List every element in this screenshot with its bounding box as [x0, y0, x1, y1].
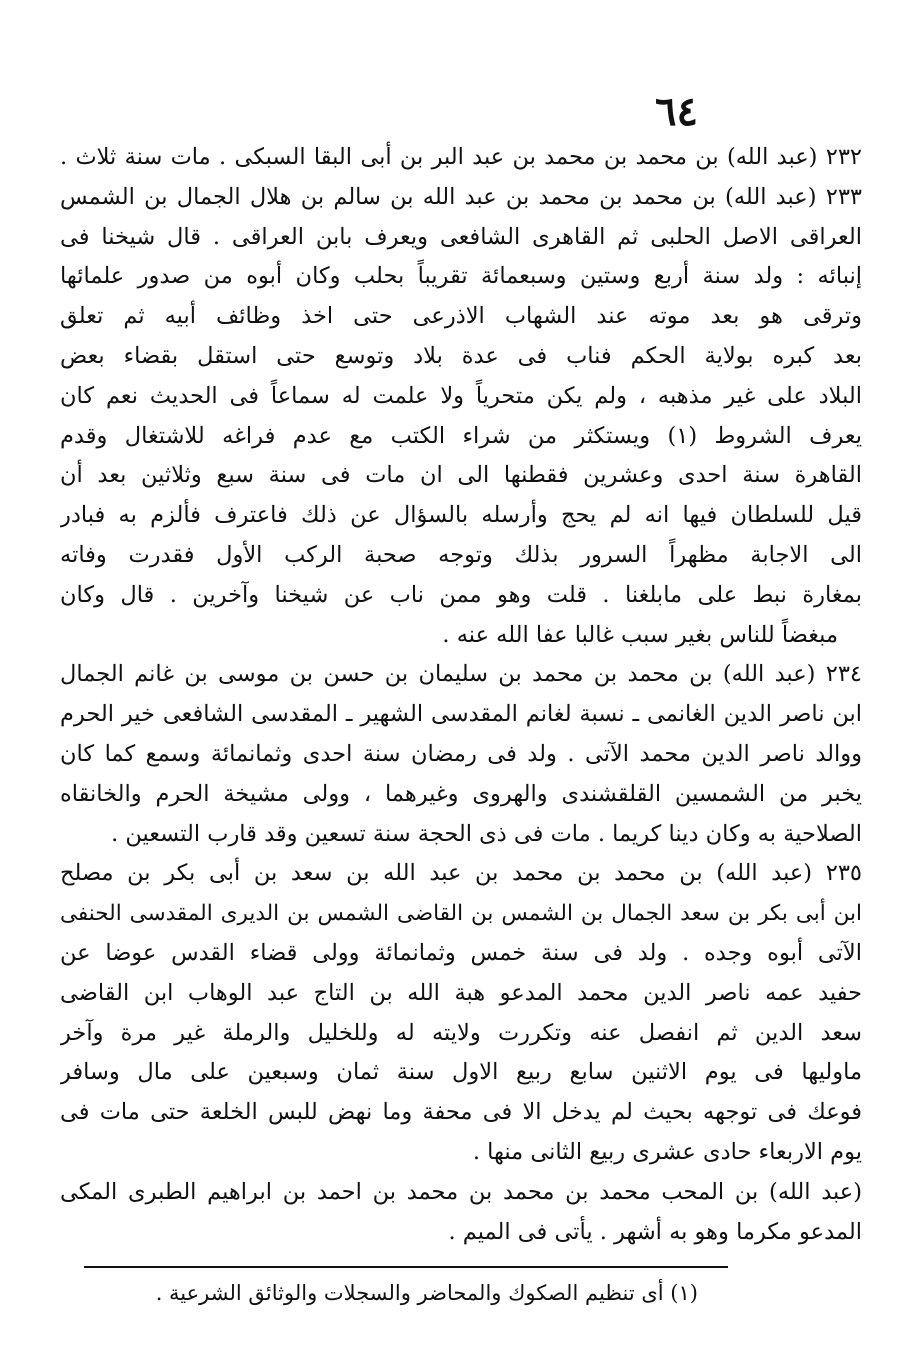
- main-text: [60, 138, 862, 1252]
- text-line: ووالد ناصر الدين محمد الآتى . ولد فى رمضان سنة احدى وثمانمائة وسمع كما كان: [60, 740, 862, 767]
- text-line: إنبائه : ولد سنة أربع وستين وسبعمائة تقريباً بحلب وكان أبوه من صدور علمائها: [60, 263, 862, 290]
- text-line: الصلاحية به وكان دينا كريما . مات فى ذى الحجة سنة تسعين وقد قارب التسعين .: [111, 820, 862, 847]
- text-line: بعد كبره بولاية الحكم فناب فى عدة بلاد وتوسع حتى استقل بقضاء بعض: [60, 342, 862, 369]
- text-line: ٢٣٣ (عبد الله) بن محمد بن محمد بن عبد الله بن سالم بن هلال الجمال بن الشمس: [60, 183, 862, 210]
- page-number: ٦٤: [655, 88, 698, 135]
- text-line: الى الاجابة مظهراً السرور بذلك وتوجه صحبة الركب الأول فقدرت وفاته: [60, 541, 862, 568]
- text-line: سعد الدين ثم انفصل عنه وتكررت ولايته له وللخليل والرملة غير مرة وآخر: [60, 1019, 862, 1046]
- text-line: بمغارة نبط على مابلغنا . قلت وهو ممن ناب عن شيخنا وآخرين . قال وكان: [60, 581, 862, 608]
- text-line: المدعو مكرما وهو به أشهر . يأتى فى الميم .: [448, 1218, 862, 1245]
- text-line: القاهرة سنة احدى وعشرين فقطنها الى ان مات فى سنة سبع وثلاثين بعد أن: [60, 462, 862, 489]
- text-line: ٢٣٢ (عبد الله) بن محمد بن محمد بن عبد البر بن أبى البقا السبكى . مات سنة ثلاث .: [60, 144, 862, 170]
- text-line: ابن ناصر الدين الغانمى ـ نسبة لغانم المقدسى الشهير ـ المقدسى الشافعى خير الحرم: [60, 701, 862, 728]
- text-line: ٢٣٤ (عبد الله) بن محمد بن محمد بن سليمان بن حسن بن موسى بن غانم الجمال: [60, 661, 862, 688]
- text-line: فوعك فى توجهه بحيث لم يدخل الا فى محفة وما نهض للبس الخلعة حتى مات فى: [60, 1099, 862, 1126]
- text-line: ٢٣٥ (عبد الله) بن محمد بن محمد بن عبد الله بن سعد بن أبى بكر بن مصلح: [60, 860, 862, 887]
- footnote-separator: [84, 1266, 728, 1268]
- text-line: حفيد عمه ناصر الدين محمد المدعو هبة الله بن التاج عبد الوهاب ابن القاضى: [60, 979, 862, 1006]
- text-line: (عبد الله) بن المحب محمد بن محمد بن محمد بن احمد بن ابراهيم الطبرى المكى: [60, 1178, 862, 1205]
- text-line: الآتى أبوه وجده . ولد فى سنة خمس وثمانمائة وولى قضاء القدس عوضا عن: [60, 939, 862, 966]
- text-line: ابن أبى بكر بن سعد الجمال بن الشمس بن القاضى الشمس بن الديرى المقدسى الحنفى: [60, 901, 862, 927]
- text-line: يخبر من الشمسين القلقشندى والهروى وغيرهما ، وولى مشيخة الحرم والخانقاه: [60, 780, 862, 807]
- text-line: العراقى الاصل الحلبى ثم القاهرى الشافعى ويعرف بابن العراقى . قال شيخنا فى: [60, 223, 862, 250]
- text-line: وترقى هو بعد موته عند الشهاب الاذرعى حتى اخذ وظائف أبيه ثم تعلق: [60, 303, 862, 330]
- text-line: البلاد على غير مذهبه ، ولم يكن متحرياً ولا علمت له سماعاً فى الحديث نعم كان: [60, 382, 862, 409]
- text-line: قيل للسلطان فيها انه لم يحج وأرسله بالسؤال عن ذلك فاعترف فألزم به فبادر: [60, 502, 862, 529]
- text-line: ماوليها فى يوم الاثنين سابع ربيع الاول سنة ثمان وسبعين على مال وسافر: [60, 1059, 862, 1086]
- text-line: مبغضاً للناس بغير سبب غالبا عفا الله عنه .: [442, 621, 838, 648]
- footnote: (١) أى تنظيم الصكوك والمحاضر والسجلات والوثائق الشرعية .: [155, 1281, 698, 1305]
- text-line: يعرف الشروط (١) ويستكثر من شراء الكتب مع عدم فراغه للاشتغال وقدم: [60, 422, 862, 449]
- text-line: يوم الاربعاء حادى عشرى ربيع الثانى منها .: [472, 1138, 862, 1165]
